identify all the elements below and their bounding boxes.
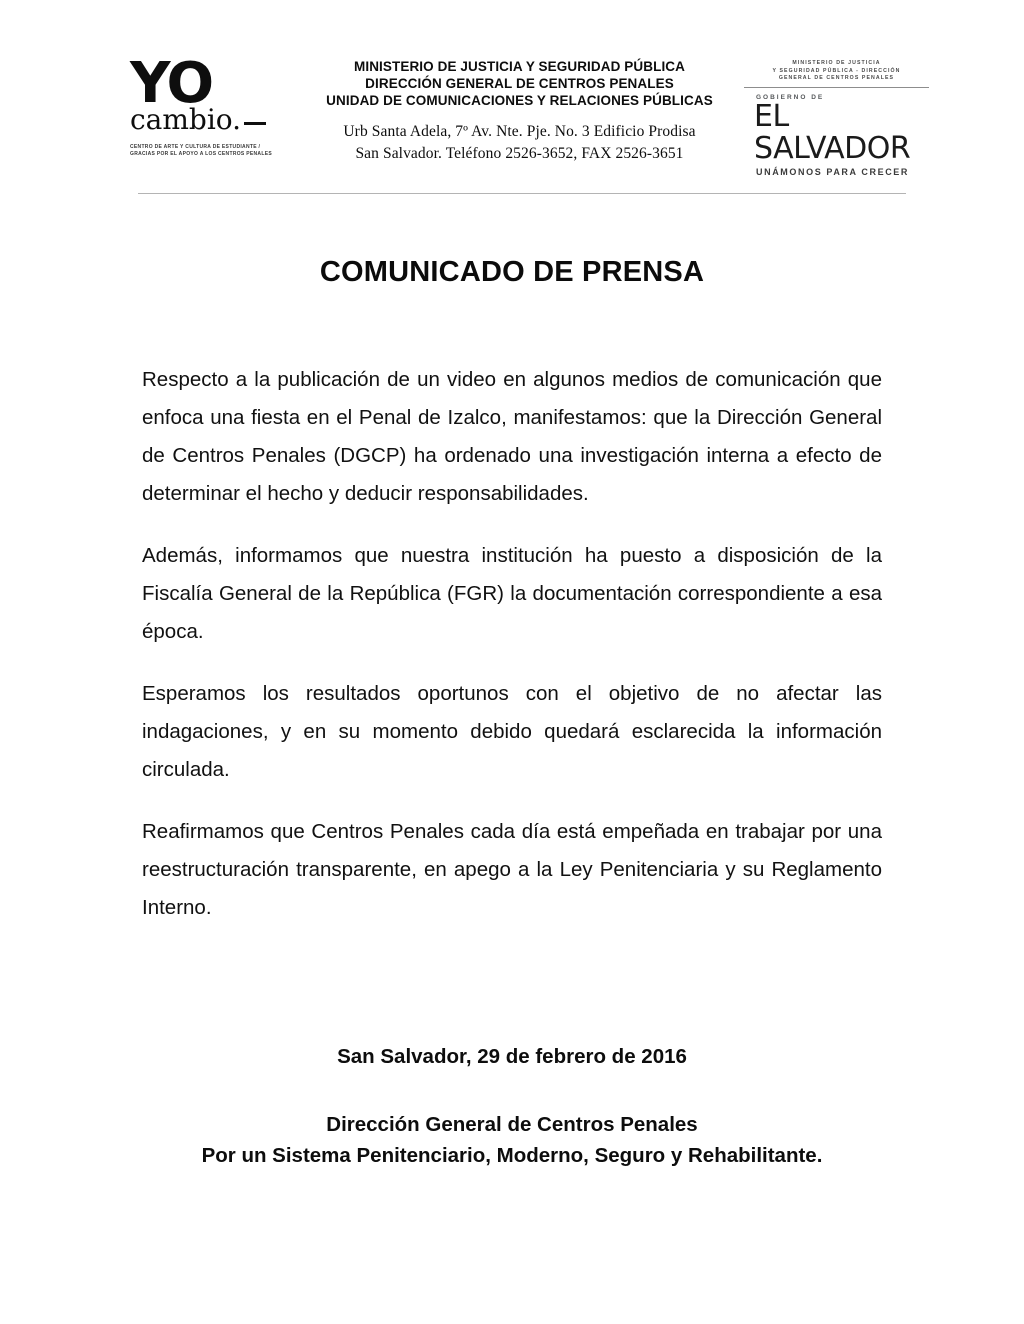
letterhead xyxy=(0,0,1024,177)
ministry-line-2: DIRECCIÓN GENERAL DE CENTROS PENALES xyxy=(365,76,674,91)
body-paragraph: Esperamos los resultados oportunos con el objetivo de no afectar las indagaciones, y en su momento debido quedará esclarecida la información circulada. xyxy=(142,681,882,781)
government-logo xyxy=(744,48,929,177)
signoff-org-line-1: Dirección General de Centros Penales xyxy=(326,1112,698,1136)
government-logo-slogan: UNÁMONOS PARA CRECER xyxy=(756,166,910,177)
signoff-date: San Salvador, 29 de febrero de 2016 xyxy=(337,1044,687,1068)
header-divider xyxy=(138,193,906,194)
page-title: COMUNICADO DE PRENSA xyxy=(319,255,705,288)
address-line-1: Urb Santa Adela, 7º Av. Nte. Pje. No. 3 Edificio Prodisa xyxy=(343,123,696,140)
yo-cambio-logo-tagline: CENTRO DE ARTE Y CULTURA DE ESTUDIANTE / GRACIAS POR EL APOYO A LOS CENTROS PENALES xyxy=(130,144,272,157)
yo-cambio-logo-word-top: YO xyxy=(130,51,213,116)
body-paragraph: Reafirmamos que Centros Penales cada día está empeñada en trabajar por una reestructuración transparente, en apego a la Ley Penitenciaria y su Reglamento Interno. xyxy=(142,819,882,919)
government-logo-divider xyxy=(744,87,929,88)
yo-cambio-logo xyxy=(130,48,295,158)
government-logo-micro-line-3: GENERAL DE CENTROS PENALES xyxy=(778,75,895,81)
yo-cambio-logo-dash xyxy=(244,122,266,125)
ministry-heading xyxy=(295,48,744,165)
document-body xyxy=(142,361,882,927)
yo-cambio-logo-word-bottom xyxy=(130,103,295,136)
ministry-line-1: MINISTERIO DE JUSTICIA Y SEGURIDAD PÚBLICA xyxy=(354,59,685,74)
ministry-line-3: UNIDAD DE COMUNICACIONES Y RELACIONES PÚBLICAS xyxy=(326,93,713,108)
signoff-org-line-2: Por un Sistema Penitenciario, Moderno, Seguro y Rehabilitante. xyxy=(201,1143,823,1167)
government-logo-subtitle: GOBIERNO DE xyxy=(756,93,825,101)
government-logo-micro-line-2: Y SEGURIDAD PÚBLICA - DIRECCIÓN xyxy=(772,67,901,74)
ministry-address xyxy=(295,121,744,165)
address-line-2: San Salvador. Teléfono 2526-3652, FAX 2526-3651 xyxy=(355,145,684,162)
government-logo-title: EL SALVADOR xyxy=(754,98,911,166)
signoff-block xyxy=(142,1045,882,1171)
body-paragraph: Además, informamos que nuestra institución ha puesto a disposición de la Fiscalía General de la República (FGR) la documentación correspondiente a esa época. xyxy=(142,543,882,643)
signoff-organization xyxy=(142,1109,882,1171)
government-logo-micro-line-1: MINISTERIO DE JUSTICIA xyxy=(792,60,881,66)
yo-cambio-logo-cambio-text: cambio. xyxy=(130,103,242,136)
body-paragraph: Respecto a la publicación de un video en algunos medios de comunicación que enfoca una fiesta en el Penal de Izalco, manifestamos: que la Dirección General de Centros Penales (DGCP) ha ordenado una investigación interna a efecto de determinar el hecho y deducir responsabilidades. xyxy=(142,367,882,505)
